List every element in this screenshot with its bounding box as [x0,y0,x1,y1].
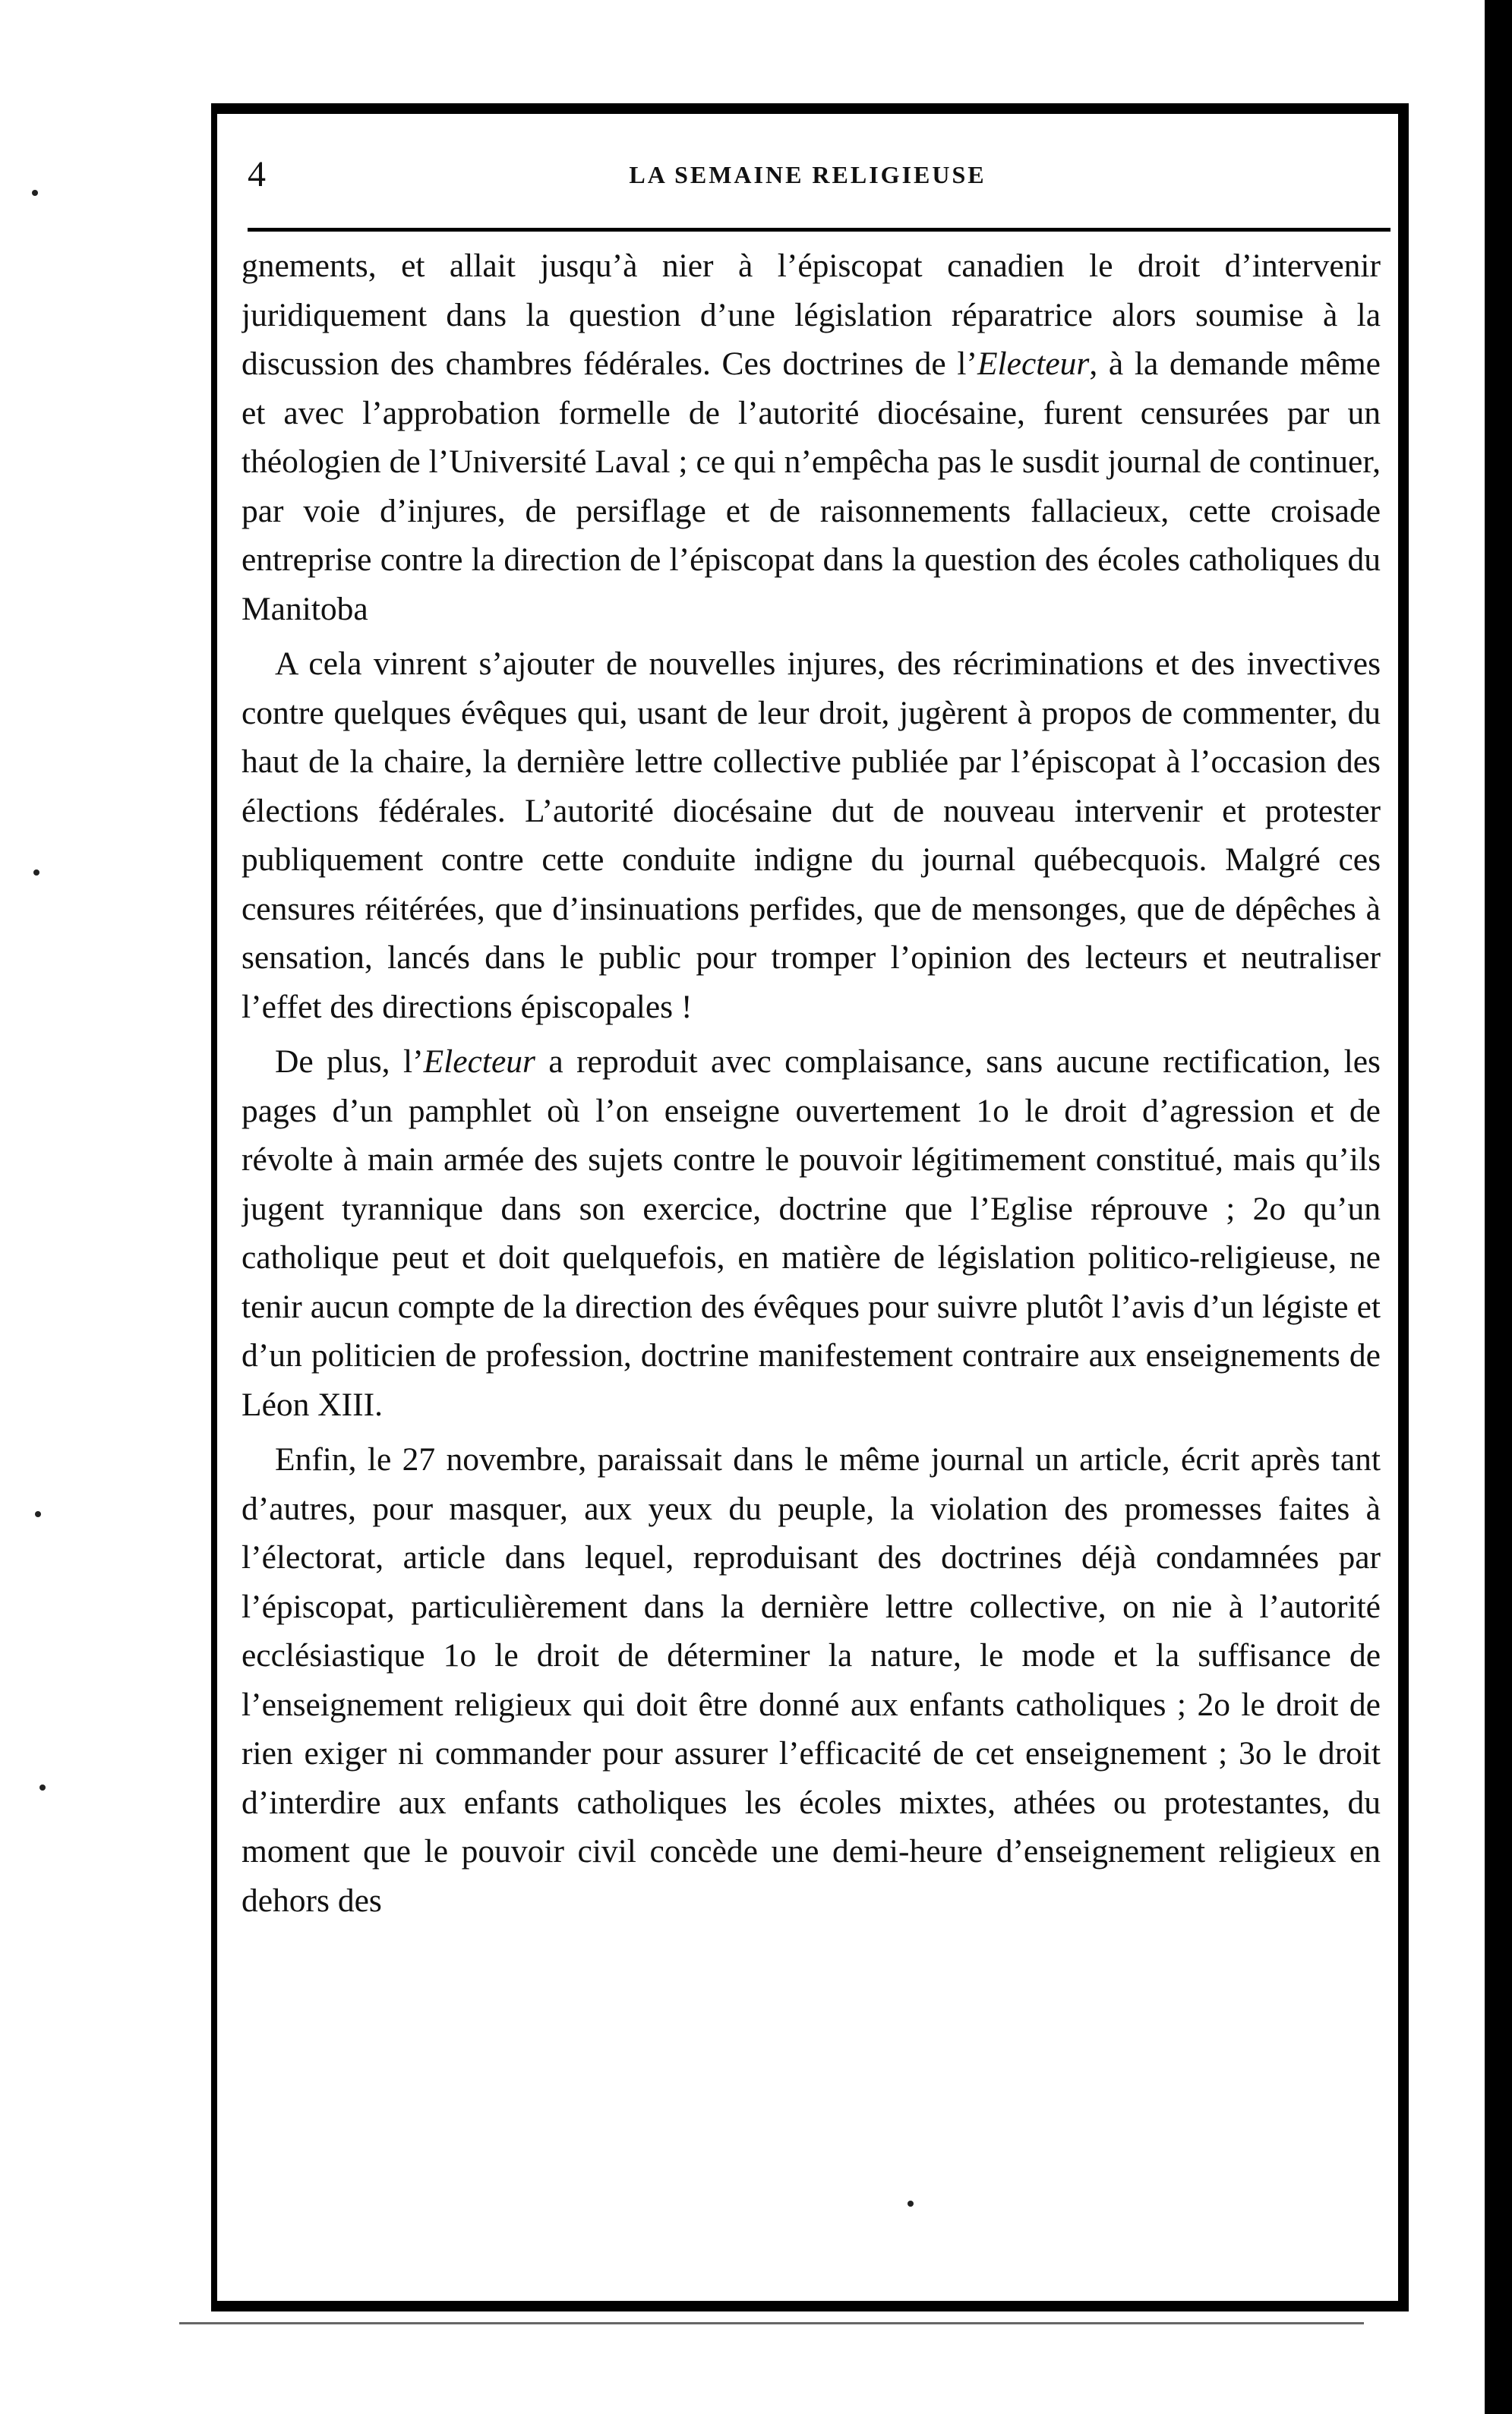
speck [33,869,39,876]
paragraph-3: De plus, l’Electeur a reproduit avec complaisance, sans aucune rectification, les pages d’un pamphlet où l’on enseigne ouvertement 1o le droit d’agression et de révolte à main armée des sujets contre le pouvoir légitimement constitué, mais qu’ils jugent tyrannique dans son exercice, doctrine que l’Eglise réprouve ; 2o qu’un catholique peut et doit quelquefois, en matière de législation politico-religieuse, ne tenir aucun compte de la direction des évêques pour suivre plutôt l’avis d’un légiste et d’un politicien de profession, doctrine manifestement contraire aux enseignements de Léon XIII. [241,1043,1381,1423]
newspaper-title: Electeur [977,346,1090,382]
speck [32,190,38,196]
article-body [241,241,1381,2216]
paragraph-1: gnements, et allait jusqu’à nier à l’épiscopat canadien le droit d’intervenir juridiquement dans la question d’une législation réparatrice alors soumise à la discussion des chambres fédérales. Ces doctrines de l’Electeur, à la demande même et avec l’approbation formelle de l’autorité diocésaine, furent censurées par un théologien de l’Université Laval ; ce qui n’empêcha pas le susdit journal de continuer, par voie d’injures, de persiflage et de raisonnements fallacieux, cette croisade entreprise contre la direction de l’épiscopat dans la question des écoles catholiques du Manitoba [241,248,1381,627]
page-number: 4 [248,154,266,194]
running-title: LA SEMAINE RELIGIEUSE [629,161,986,188]
paragraph-2: A cela vinrent s’ajouter de nouvelles injures, des récriminations et des invectives contre quelques évêques qui, usant de leur droit, jugèrent à propos de commenter, du haut de la chaire, la dernière lettre collective publiée par l’épiscopat à l’occasion des élections fédérales. L’autorité diocésaine dut de nouveau intervenir et protester publiquement contre cette conduite indigne du journal québecquois. Malgré ces censures réitérées, que d’insinuations perfides, que de mensonges, que de dépêches à sensation, lancés dans le public pour tromper l’opinion des lecteurs et neutraliser l’effet des directions épiscopales ! [241,645,1381,1025]
scan-artifact-line [179,2322,1364,2324]
header-rule [248,228,1390,232]
speck [35,1511,41,1517]
newspaper-title: Electeur [423,1043,535,1080]
scan-edge [1485,0,1512,2414]
speck [39,1784,46,1791]
paragraph-4: Enfin, le 27 novembre, paraissait dans le même journal un article, écrit après tant d’autres, pour masquer, aux yeux du peuple, la violation des promesses faites à l’électorat, article dans lequel, reproduisant des doctrines déjà condamnées par l’épiscopat, particulièrement dans la dernière lettre collective, on nie à l’autorité ecclésiastique 1o le droit de déterminer la nature, le mode et la suffisance de l’enseignement religieux qui doit être donné aux enfants catholiques ; 2o le droit de rien exiger ni commander pour assurer l’efficacité de cet enseignement ; 3o le droit d’interdire aux enfants catholiques les écoles mixtes, athées ou protestantes, du moment que le pouvoir civil concède une demi-heure d’enseignement religieux en dehors des [241,1441,1381,1919]
page-header [248,152,1368,197]
